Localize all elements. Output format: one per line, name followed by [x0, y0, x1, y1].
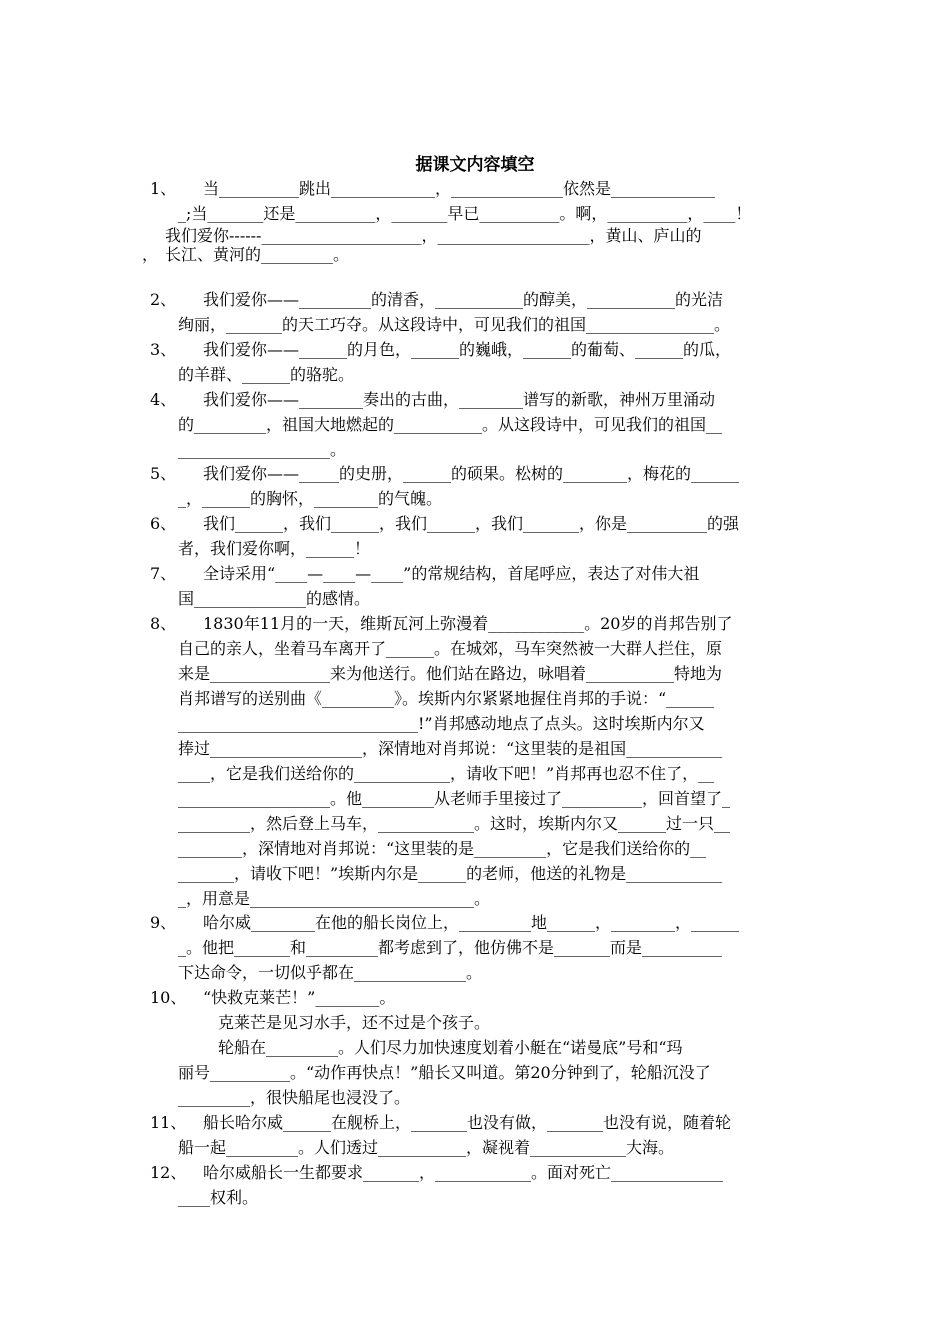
question-number: 6、	[150, 514, 177, 533]
question-line: 克莱芒是见习水手，还不过是个孩子。	[218, 1013, 491, 1032]
question-number: 5、	[150, 464, 177, 483]
question-line: 绚丽，_______的天工巧夺。从这段诗中，可见我们的祖国________________。	[178, 315, 731, 334]
question-line: 我们爱你——_____的史册，______的硕果。松树的________，梅花的______	[203, 464, 740, 483]
question-line: 的_________，祖国大地燃起的___________。从这段诗中，可见我们的祖国__	[178, 415, 723, 434]
question-number: 3、	[150, 340, 177, 359]
question-number: 4、	[150, 390, 177, 409]
question-line: 我们______，我们______，我们______，我们_______，你是__________的强	[203, 514, 740, 533]
question-number: 1、	[150, 179, 177, 198]
question-line: 1830年11月的一天，维斯瓦河上弥漫着____________。20岁的肖邦告别了	[203, 614, 733, 633]
question-line: 船一起_________。人们透过___________，凝视着____________大海。	[178, 1138, 675, 1157]
question-line: 船长哈尔威______在舰桥上，_______也没有做，_______也没有说，随着轮	[203, 1113, 732, 1132]
question-line: _________，然后登上马车，____________。这时，埃斯内尔又______过一只__	[178, 814, 731, 833]
question-line: 我们爱你——________奏出的古曲，________谱写的新歌，神州万里涌动	[203, 390, 716, 409]
question-number: 11、	[150, 1113, 187, 1132]
question-line: ___________________。他_________从老师手里接过了__________，回首望了_	[178, 789, 731, 808]
question-line: 哈尔威________在他的船长岗位上，_________地______，________，______	[203, 913, 740, 932]
question-number: 12、	[150, 1163, 187, 1182]
question-number: 8、	[150, 614, 177, 633]
question-line: 来是_______________来为他送行。他们站在路边，咏唱着___________特地为	[178, 664, 723, 683]
question-line: ______________________________!”肖邦感动地点了点头。这时埃斯内尔又	[178, 714, 705, 733]
question-line: _，用意是____________________________。	[178, 889, 491, 908]
question-line: 捧过___________________，深情地对肖邦说：“这里装的是祖国____________	[178, 739, 723, 758]
question-line: ___________________。	[178, 440, 347, 459]
question-line: ________，深情地对肖邦说：“这里装的是_________，它是我们送给你的__	[178, 839, 707, 858]
question-line: _。他把_______和_________都考虑到了，他仿佛不是_______而是__________	[178, 938, 723, 957]
question-line: ____权利。	[178, 1188, 259, 1207]
question-line: 的羊群、______的骆驼。	[178, 365, 355, 384]
question-line: 轮船在_________。人们尽力加快速度划着小艇在“诺曼底”号和“玛	[218, 1038, 683, 1057]
question-line: 长江、黄河的_________。	[165, 245, 350, 264]
question-line: 肖邦谱写的送别曲《_________》。埃斯内尔紧紧地握住肖邦的手说：“______	[178, 689, 715, 708]
question-number: 10、	[150, 988, 187, 1007]
question-line: “快救克莱芒！”________。	[203, 988, 396, 1007]
question-line: 下达命令，一切似乎都在______________。	[178, 963, 483, 982]
question-line: 哈尔威船长一生都要求_______，____________。面对死亡______________	[203, 1163, 724, 1182]
question-line: _________，很快船尾也浸没了。	[178, 1088, 411, 1107]
question-line: 当__________跳出_____________，______________依然是_____________	[203, 179, 716, 198]
question-line: _，______的胸怀，________的气魄。	[178, 489, 443, 508]
stray-comma: ，	[142, 245, 159, 264]
question-line: 我们爱你------____________________，___________________，黄山、庐山的	[165, 226, 702, 245]
question-line: 丽号__________。“动作再快点！”船长又叫道。第20分钟到了，轮船沉没了	[178, 1063, 711, 1082]
question-line: _;当_______还是__________，_______早已__________。啊，__________，____！	[178, 204, 752, 223]
question-number: 9、	[150, 913, 177, 932]
question-line: 自己的亲人，坐着马车离开了______。在城郊，马车突然被一大群人拦住，原	[178, 639, 723, 658]
question-line: 我们爱你——______的月色，______的巍峨，______的葡萄、______的瓜，	[203, 340, 732, 359]
page-title: 据课文内容填空	[415, 155, 535, 175]
question-line: ____，它是我们送给你的____________，请收下吧！”肖邦再也忍不住了，__	[178, 764, 715, 783]
question-number: 7、	[150, 564, 177, 583]
question-line: _______，请收下吧！”埃斯内尔是______的老师，他送的礼物是____________	[178, 864, 723, 883]
question-line: 者，我们爱你啊，______！	[178, 539, 371, 558]
question-line: 全诗采用“____—____—____”的常规结构，首尾呼应，表达了对伟大祖	[203, 564, 700, 583]
question-line: 我们爱你——_________的清香，___________的醇美，___________的光洁	[203, 290, 724, 309]
question-line: 国______________的感情。	[178, 589, 371, 608]
question-number: 2、	[150, 290, 177, 309]
